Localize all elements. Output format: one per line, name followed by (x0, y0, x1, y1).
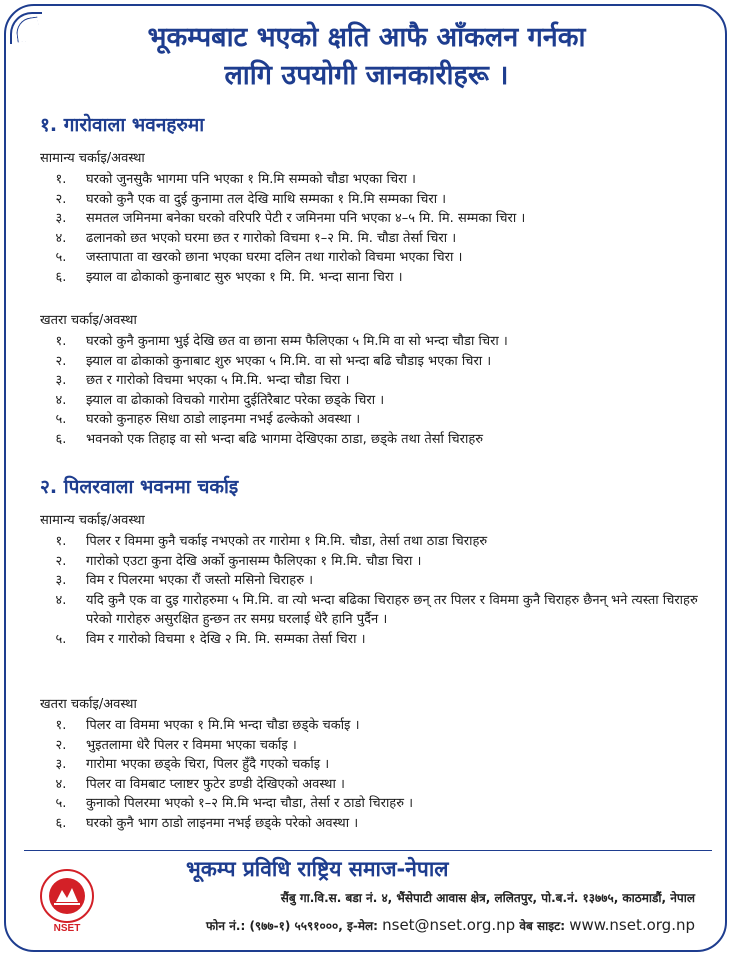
item-number: ३. (55, 211, 67, 226)
list-item (36, 794, 706, 814)
danger-cracks-list (36, 716, 706, 833)
item-text: पिलर र विममा कुनै चर्काइ नभएको तर गारोमा १ मि.मि. चौडा, तेर्सा तथा ठाडा चिराहरु (86, 534, 488, 549)
item-number: ३. (55, 573, 67, 588)
item-text: घरको कुनाहरु सिधा ठाडो लाइनमा नभई ढल्केको अवस्था । (86, 412, 361, 427)
group-label-danger: खतरा चर्काइ/अवस्था (40, 697, 137, 712)
list-item (36, 430, 706, 450)
item-text: झ्याल वा ढोकाको कुनाबाट सुरु भएका १ मि. मि. भन्दा साना चिरा । (86, 269, 403, 285)
list-item (36, 391, 706, 411)
list-item (36, 532, 706, 552)
item-number: ४. (55, 230, 67, 246)
item-number: २. (55, 191, 67, 207)
list-item (36, 591, 706, 630)
list-item (36, 571, 706, 591)
item-number: १. (55, 172, 67, 187)
item-text: पिलर वा विममा भएका १ मि.मि भन्दा चौडा छड्के चर्काइ । (86, 718, 360, 733)
list-item (36, 209, 706, 229)
section-heading-pillar: २. पिलरवाला भवनमा चर्काइ (40, 476, 239, 498)
list-item (36, 630, 706, 650)
item-number: ५. (55, 250, 67, 265)
item-number: २. (55, 553, 67, 569)
item-number: ४. (55, 776, 67, 792)
item-number: ३. (55, 757, 67, 772)
document-title-line-2: लागि उपयोगी जानकारीहरू । (224, 60, 509, 91)
footer-divider (24, 850, 712, 851)
item-number: १. (55, 534, 67, 549)
item-number: ५. (55, 796, 67, 811)
item-text: घरको कुनै भाग ठाडो लाइनमा नभई छड्के परेको अवस्था । (86, 815, 359, 831)
email-link[interactable]: nset@nset.org.np (382, 916, 516, 934)
item-text: घरको कुनै एक वा दुई कुनामा तल देखि माथि सम्मका १ मि.मि सम्मका चिरा । (86, 191, 447, 207)
list-item (36, 352, 706, 372)
group-label-danger: खतरा चर्काइ/अवस्था (40, 313, 137, 328)
nset-logo (34, 868, 100, 934)
organization-address: सैंबु गा.वि.स. बडा नं. ४, भैंसेपाटी आवास क्षेत्र, ललितपुर, पो.ब.नं. १३७७५, काठमाडौं, नेपाल (280, 891, 695, 905)
item-text: विम र पिलरमा भएका रौं जस्तो मसिनो चिराहरु । (86, 573, 314, 588)
item-text: यदि कुनै एक वा दुइ गारोहरुमा ५ मि.मि. वा त्यो भन्दा बढिका चिराहरु छन् तर पिलर र विममा कुनै चिराहरु छैनन् भने त्यस्ता चिराहरु परेको गारोहरु असुरक्षित हुन्छन तर समग्र घरलाई धेरै हानि पुर्दैन । (86, 592, 698, 627)
item-text: जस्तापाता वा खरको छाना भएका घरमा दलिन तथा गारोको विचमा भएका चिरा । (86, 250, 463, 265)
list-item (36, 332, 706, 352)
item-number: २. (55, 353, 67, 369)
item-number: ५. (55, 412, 67, 427)
group-label-normal: सामान्य चर्काइ/अवस्था (40, 151, 145, 166)
item-text: घरको जुनसुकै भागमा पनि भएका १ मि.मि सम्मको चौडा भएका चिरा । (86, 172, 416, 187)
danger-cracks-list (36, 332, 706, 449)
item-text: कुनाको पिलरमा भएको १–२ मि.मि भन्दा चौडा, तेर्सा र ठाडो चिराहरु । (86, 796, 414, 811)
item-number: ४. (55, 392, 67, 408)
list-item (36, 410, 706, 430)
web-label: वेब साइट: (519, 919, 566, 933)
item-text: गारोको एउटा कुना देखि अर्को कुनासम्म फैलिएका १ मि.मि. चौडा चिरा । (86, 553, 422, 569)
list-item (36, 755, 706, 775)
list-item (36, 268, 706, 288)
list-item (36, 229, 706, 249)
normal-cracks-list (36, 170, 706, 287)
item-text: झ्याल वा ढोकाको विचको गारोमा दुईतिरैबाट परेका छड्के चिरा । (86, 392, 385, 408)
item-text: ढलानको छत भएको घरमा छत र गारोको विचमा १–२ मि. मि. चौडा तेर्सा चिरा । (86, 230, 457, 246)
list-item (36, 371, 706, 391)
item-number: ६. (55, 431, 67, 447)
list-item (36, 716, 706, 736)
phone-label: फोन नं.: (९७७-१) ५५९१०००, इ-मेल: (206, 919, 378, 933)
item-number: १. (55, 718, 67, 733)
item-text: भुइतलामा धेरै पिलर र विममा भएका चर्काइ । (86, 737, 297, 753)
list-item (36, 814, 706, 834)
item-number: ३. (55, 373, 67, 388)
logo-label: NSET (53, 923, 81, 934)
group-label-normal: सामान्य चर्काइ/अवस्था (40, 513, 145, 528)
item-number: ६. (55, 815, 67, 831)
section-heading-masonry: १. गारोवाला भवनहरुमा (40, 114, 205, 136)
item-number: २. (55, 737, 67, 753)
item-number: ५. (55, 631, 67, 647)
item-text: विम र गारोको विचमा १ देखि २ मि. मि. सम्मका तेर्सा चिरा । (86, 631, 366, 647)
list-item (36, 552, 706, 572)
list-item (36, 170, 706, 190)
item-text: घरको कुनै कुनामा भुई देखि छत वा छाना सम्म फैलिएका ५ मि.मि वा सो भन्दा चौडा चिरा । (86, 334, 508, 349)
list-item (36, 775, 706, 795)
item-text: झ्याल वा ढोकाको कुनाबाट शुरु भएका ५ मि.मि. वा सो भन्दा बढि चौडाइ भएका चिरा । (86, 353, 492, 369)
item-text: पिलर वा विमबाट प्लाष्टर फुटेर डण्डी देखिएको अवस्था । (86, 776, 345, 792)
item-number: १. (55, 334, 67, 349)
item-text: भवनको एक तिहाइ वा सो भन्दा बढि भागमा देखिएका ठाडा, छड्के तथा तेर्सा चिराहरु (86, 431, 484, 447)
organization-name: भूकम्प प्रविधि राष्ट्रिय समाज-नेपाल (186, 857, 449, 881)
list-item (36, 190, 706, 210)
item-text: छत र गारोको विचमा भएका ५ मि.मि. भन्दा चौडा चिरा । (86, 373, 350, 388)
list-item (36, 736, 706, 756)
list-item (36, 248, 706, 268)
website-link[interactable]: www.nset.org.np (569, 916, 695, 934)
item-text: गारोमा भएका छड्के चिरा, पिलर हुँदै गएको चर्काइ । (86, 757, 330, 772)
document-title-line-1: भूकम्पबाट भएको क्षति आफै आँकलन गर्नका (147, 22, 586, 53)
item-number: ४. (55, 592, 67, 608)
item-text: समतल जमिनमा बनेका घरको वरिपरि पेटी र जमिनमा पनि भएका ४–५ मि. मि. सम्मका चिरा । (86, 211, 526, 226)
contact-line (206, 915, 695, 936)
item-number: ६. (55, 269, 67, 285)
normal-cracks-list (36, 532, 706, 649)
